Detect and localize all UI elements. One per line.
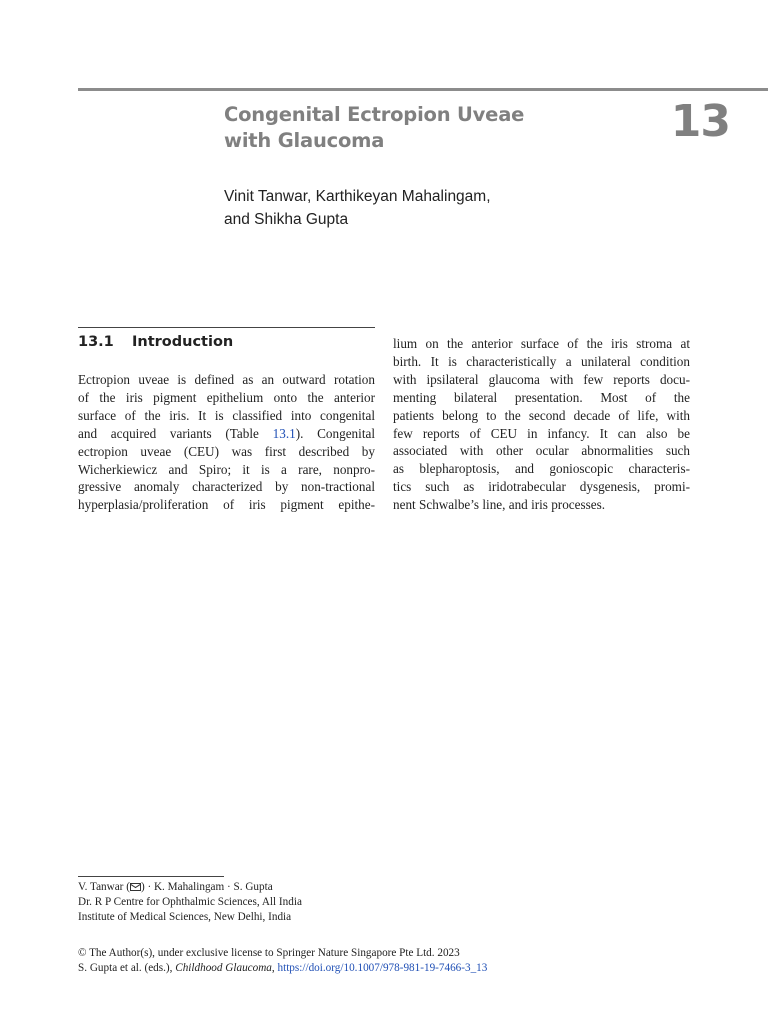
citation-text: S. Gupta et al. (eds.), <box>78 962 176 974</box>
body-line: gressive anomaly characterized by non-tractional <box>78 479 375 495</box>
body-line: nent Schwalbe’s line, and iris processes. <box>393 497 606 513</box>
body-line: associated with other ocular abnormalities such <box>393 443 690 459</box>
body-line: patients belong to the second decade of life, with <box>393 407 690 423</box>
affiliation-line-2: Dr. R P Centre for Ophthalmic Sciences, All India <box>78 896 302 908</box>
body-line: birth. It is characteristically a unilateral condition <box>393 353 690 369</box>
chapter-title-line-2: with Glaucoma <box>224 129 385 152</box>
book-title: Childhood Glaucoma <box>175 962 272 974</box>
body-text: ). Congenital <box>295 425 375 441</box>
footnote-rule <box>78 876 224 877</box>
body-line: with ipsilateral glaucoma with few reports docu- <box>393 371 690 387</box>
section-rule <box>78 327 375 328</box>
affiliation-authors <box>78 880 478 895</box>
body-line: ectropion uveae (CEU) was first described by <box>78 443 375 459</box>
affiliation-text: V. Tanwar ( <box>78 881 130 893</box>
body-line: of the iris pigment epithelium onto the anterior <box>78 389 375 405</box>
body-line: as blepharoptosis, and gonioscopic characteris- <box>393 461 690 477</box>
body-line: Wicherkiewicz and Spiro; it is a rare, nonpro- <box>78 461 375 477</box>
section-number: 13.1 <box>78 334 114 350</box>
affiliation-line-3: Institute of Medical Sciences, New Delhi, India <box>78 911 292 923</box>
author-line-2: and Shikha Gupta <box>224 211 349 228</box>
body-line: Ectropion uveae is defined as an outward rotation <box>78 372 375 387</box>
body-text: and acquired variants (Table <box>78 425 273 441</box>
body-line: lium on the anterior surface of the iris stroma at <box>393 336 690 351</box>
table-reference-link[interactable]: 13.1 <box>272 425 296 441</box>
affiliation-text: ) · K. Mahalingam · S. Gupta <box>140 881 273 893</box>
author-list <box>224 185 584 231</box>
copyright-line-1: © The Author(s), under exclusive license to Springer Nature Singapore Pte Ltd. 2023 <box>78 947 460 959</box>
body-column-left <box>78 371 375 514</box>
chapter-title <box>224 102 624 154</box>
copyright-notice <box>78 946 678 976</box>
body-line: hyperplasia/proliferation of iris pigment epithe- <box>78 497 375 513</box>
envelope-icon[interactable] <box>130 883 141 891</box>
chapter-top-rule <box>78 88 768 91</box>
chapter-number: 13 <box>670 96 730 147</box>
citation-text: , <box>271 962 278 974</box>
doi-link[interactable]: https://doi.org/10.1007/978-981-19-7466-3_13 <box>277 962 488 974</box>
chapter-title-line-1: Congenital Ectropion Uveae <box>224 103 525 126</box>
section-heading <box>78 332 375 352</box>
body-line: menting bilateral presentation. Most of the <box>393 389 690 405</box>
author-line-1: Vinit Tanwar, Karthikeyan Mahalingam, <box>224 188 491 205</box>
author-affiliation <box>78 880 478 925</box>
section-title: Introduction <box>132 334 234 350</box>
body-line: few reports of CEU in infancy. It can also be <box>393 425 690 441</box>
body-line: surface of the iris. It is classified into congenital <box>78 407 375 423</box>
citation-line <box>78 961 678 976</box>
body-line <box>78 425 375 443</box>
body-line: tics such as iridotrabecular dysgenesis, promi- <box>393 479 690 495</box>
body-column-right <box>393 335 690 514</box>
